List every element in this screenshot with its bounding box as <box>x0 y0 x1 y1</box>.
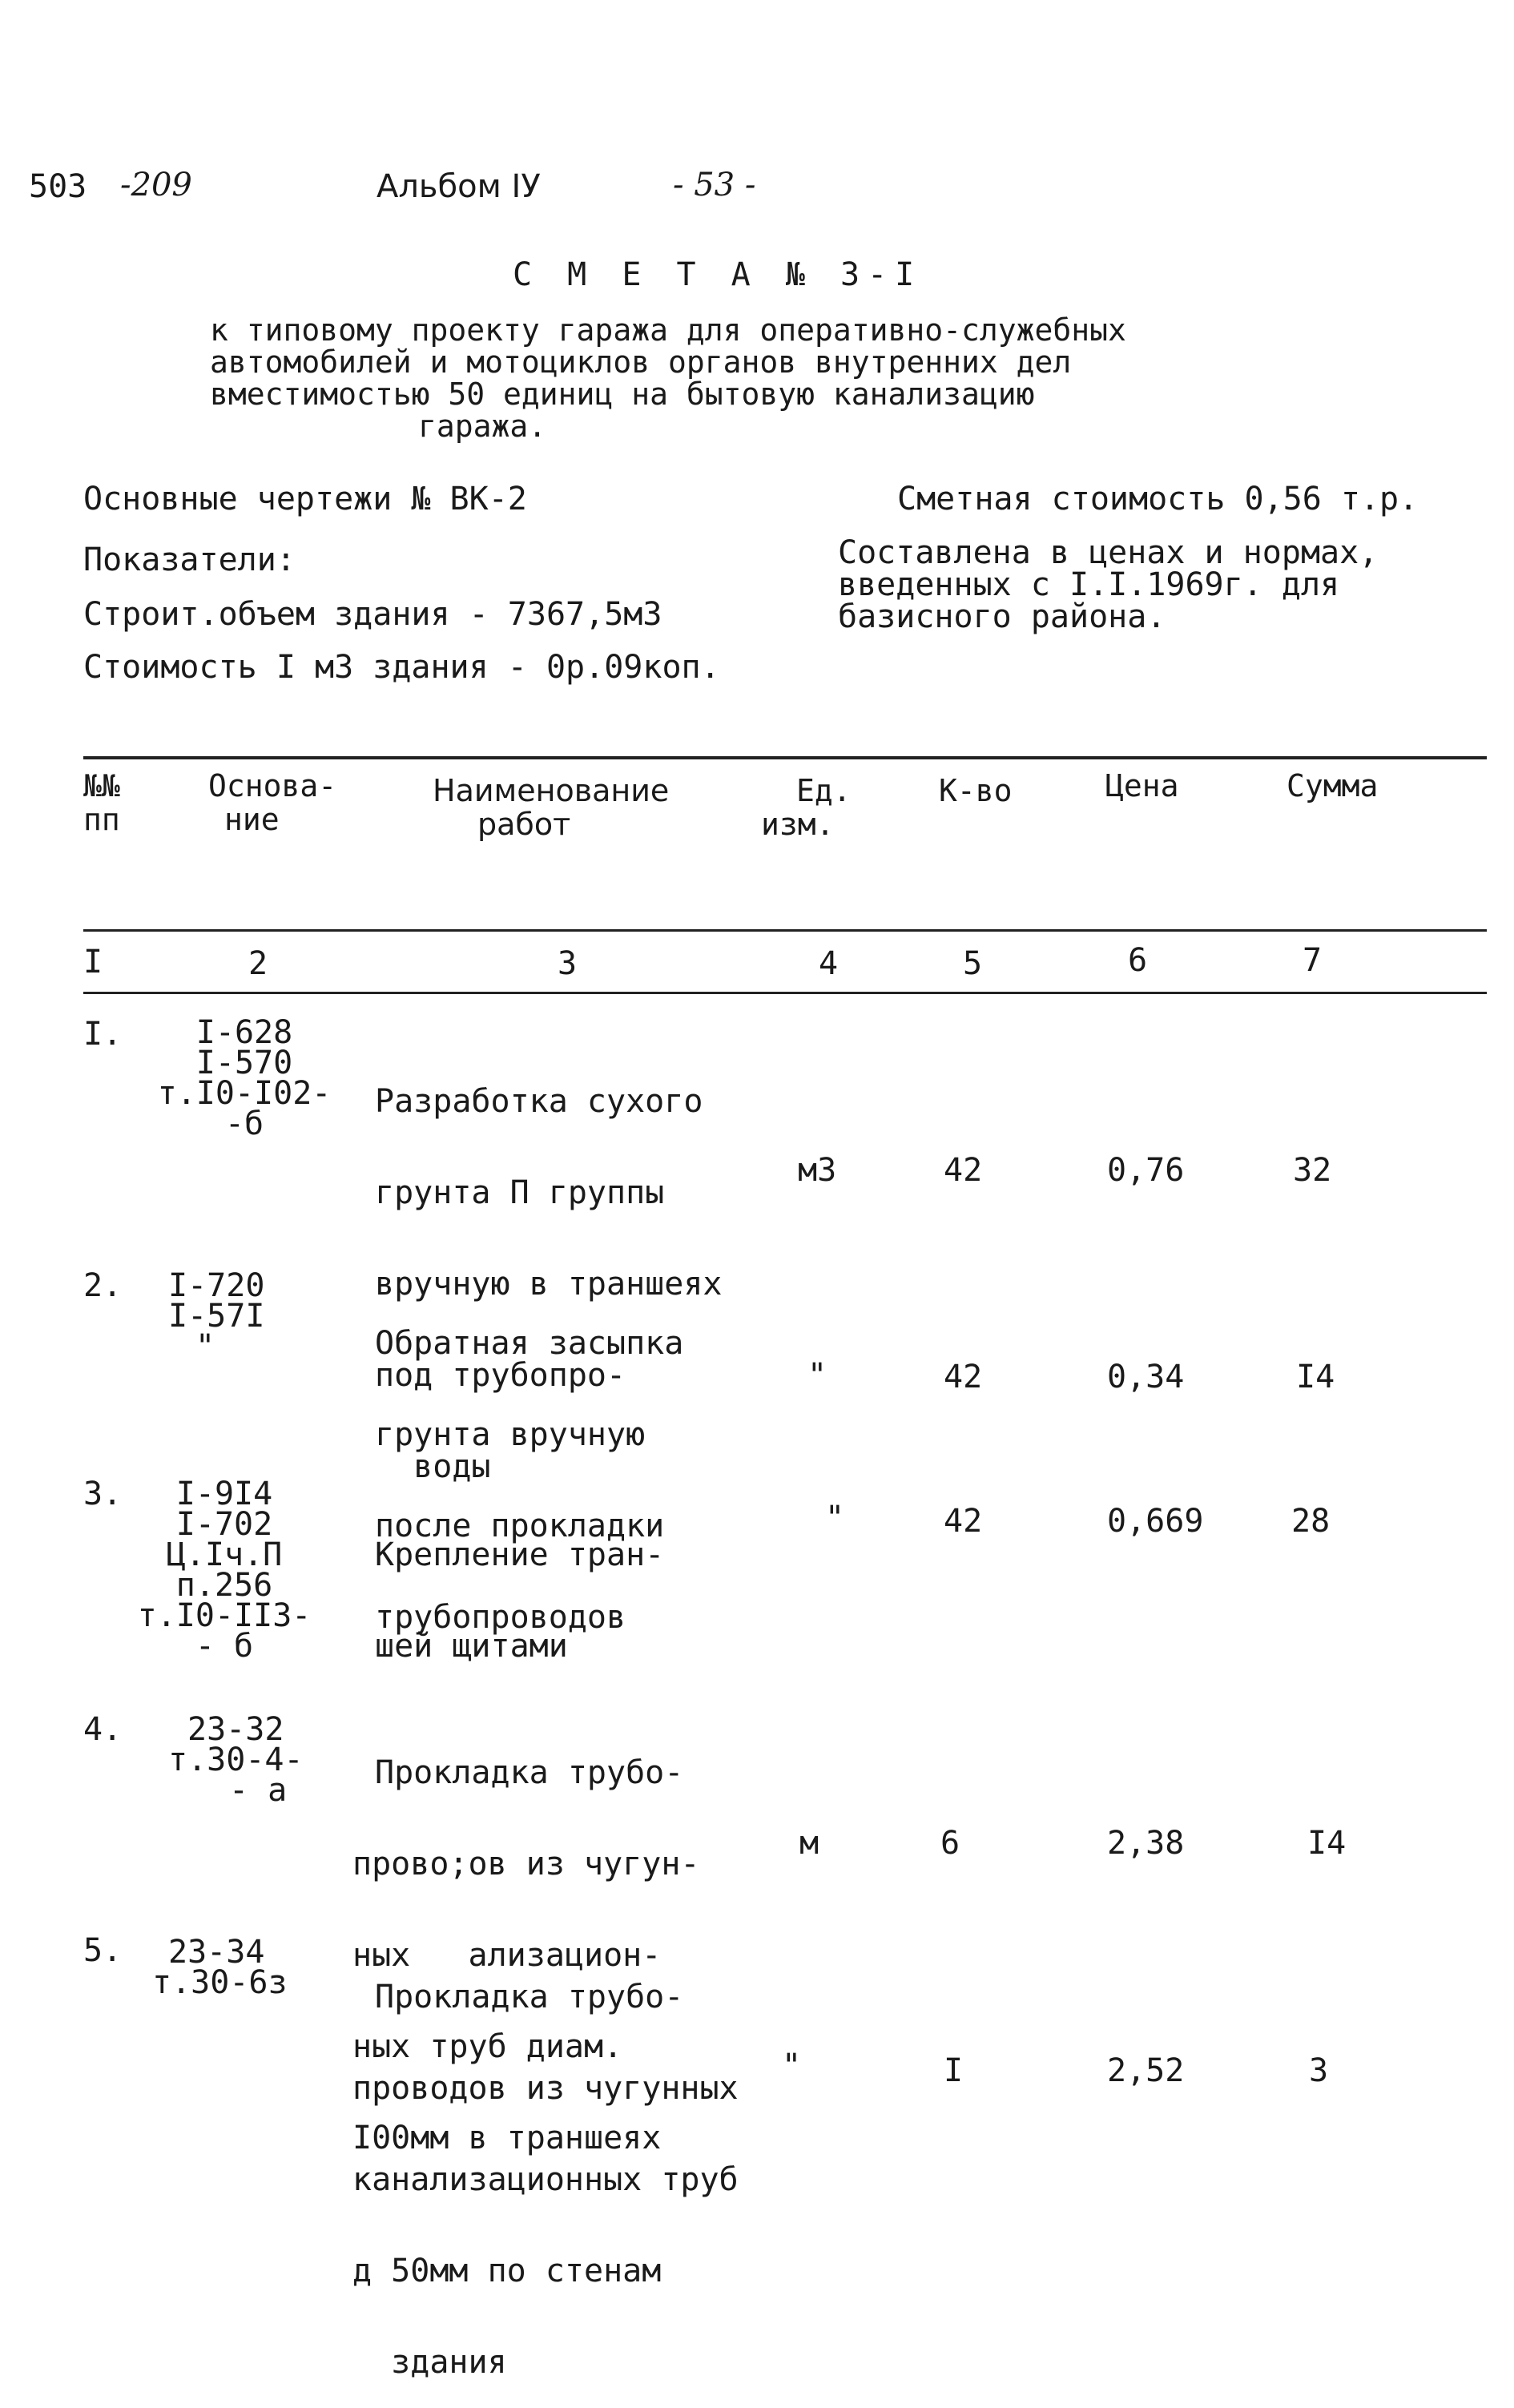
name-line: шей щитами <box>375 1628 568 1665</box>
building-volume: Строит.объем здания - 7367,5м3 <box>83 596 662 633</box>
row-4-price: 2,38 <box>1107 1825 1185 1862</box>
name-line: грунта П группы <box>375 1174 665 1211</box>
name-line: проводов из чугунных <box>352 2070 739 2107</box>
basis-line: 23-34 <box>168 1934 265 1971</box>
basis-line: п.256 <box>175 1567 273 1604</box>
subtitle-line: вместимостью 50 единиц на бытовую канализацию <box>210 377 1035 412</box>
header-quantity: К-во <box>939 773 1013 808</box>
row-5-unit: " <box>782 2048 802 2084</box>
row-3-price: 0,669 <box>1107 1503 1204 1540</box>
row-5-quantity: I <box>944 2052 964 2089</box>
row-4-number: 4. <box>83 1711 123 1748</box>
header-line: работ <box>477 807 571 842</box>
basis-line: - б <box>195 1628 254 1665</box>
estimated-cost: Сметная стоимость 0,56 т.р. <box>897 481 1419 517</box>
row-3-unit: " <box>825 1500 845 1536</box>
colnum-4: 4 <box>819 945 839 982</box>
name-line: канализационных труб <box>352 2161 739 2198</box>
row-5-work-name <box>352 1921 739 2408</box>
basis-line: I-57I <box>168 1298 265 1335</box>
basis-line: I-628 <box>195 1014 293 1051</box>
row-1-unit: м3 <box>798 1152 837 1189</box>
header-price: Цена <box>1105 768 1179 803</box>
row-1-sum: 32 <box>1293 1152 1332 1189</box>
basis-line: I-720 <box>168 1267 265 1304</box>
header-work-name <box>433 774 669 841</box>
colnum-2: 2 <box>248 945 268 982</box>
row-3-basis <box>120 1476 328 1665</box>
document-title: С М Е Т А № 3-I <box>513 256 923 293</box>
name-line: после прокладки <box>375 1508 665 1544</box>
colnum-7: 7 <box>1303 942 1323 979</box>
basis-line: I-9I4 <box>175 1476 273 1512</box>
header-sum: Сумма <box>1286 768 1379 803</box>
basis-line: -б <box>224 1105 264 1142</box>
name-line: Обратная засыпка <box>375 1325 684 1362</box>
row-2-unit: " <box>807 1357 827 1394</box>
table-top-rule <box>83 756 1487 759</box>
prices-note <box>838 534 1379 635</box>
row-4-basis <box>168 1711 304 1809</box>
row-5-basis <box>152 1934 288 2001</box>
basis-line: т.30-6з <box>152 1964 288 2001</box>
header-line: Основа- <box>208 768 337 803</box>
name-line: ных ализацион- <box>352 1937 662 1974</box>
basis-line: т.I0-II3- <box>137 1597 312 1634</box>
row-3-number: 3. <box>83 1476 123 1512</box>
header-number <box>83 769 120 836</box>
row-4-quantity: 6 <box>940 1825 960 1862</box>
subtitle-line: к типовому проекту гаража для оперативно-служебных <box>210 312 1126 348</box>
name-line: Прокладка трубо- <box>375 1754 684 1791</box>
subtitle-line: гаража. <box>418 409 547 444</box>
prices-note-line: Составлена в ценах и нормах, <box>838 534 1379 571</box>
colnum-1: I <box>83 944 103 981</box>
name-line: Разработка сухого <box>375 1083 703 1120</box>
basis-line: т.30-4- <box>168 1742 304 1778</box>
row-2-sum: I4 <box>1296 1359 1335 1395</box>
header-basis <box>208 769 336 836</box>
row-5-price: 2,52 <box>1107 2052 1185 2089</box>
colnum-6: 6 <box>1128 942 1148 979</box>
name-line: трубопроводов <box>375 1599 626 1636</box>
header-unit <box>761 774 852 841</box>
sheet-number: 503 <box>29 168 87 205</box>
name-line: под трубопро- <box>375 1357 626 1394</box>
indicators-label: Показатели: <box>83 542 296 578</box>
basis-line: Ц.Iч.П <box>166 1536 283 1573</box>
basis-line: " <box>195 1328 215 1365</box>
basis-line: - а <box>229 1772 288 1809</box>
name-line: здания <box>352 2344 507 2381</box>
row-1-basis <box>152 1014 336 1142</box>
row-2-basis <box>168 1267 265 1365</box>
row-1-quantity: 42 <box>944 1152 983 1189</box>
row-4-sum: I4 <box>1307 1825 1347 1862</box>
basis-line: т.I0-I02- <box>157 1075 332 1112</box>
basis-line: I-570 <box>195 1045 293 1081</box>
subtitle-line: автомобилей и мотоциклов органов внутренних дел <box>210 344 1072 380</box>
prices-note-line: базисного района. <box>838 598 1166 635</box>
sheet-number-handwritten: -209 <box>120 167 192 203</box>
name-line: воды <box>375 1448 491 1485</box>
row-2-price: 0,34 <box>1107 1359 1185 1395</box>
row-5-sum: 3 <box>1309 2052 1329 2089</box>
unit-cost: Стоимость I м3 здания - 0р.09коп. <box>83 649 720 686</box>
basis-line: 23-32 <box>187 1711 284 1748</box>
name-line: вручную в траншеях <box>375 1266 723 1303</box>
name-line: грунта вручную <box>375 1416 646 1453</box>
row-3-work-name <box>375 1479 664 1692</box>
header-line: Наименование <box>433 773 670 808</box>
drawings-reference: Основные чертежи № ВК-2 <box>83 481 527 517</box>
name-line: д 50мм по стенам <box>352 2253 662 2289</box>
colnum-5: 5 <box>963 945 983 982</box>
name-line: I00мм в траншеях <box>352 2120 662 2156</box>
basis-line: I-702 <box>175 1506 273 1543</box>
row-2-quantity: 42 <box>944 1359 983 1395</box>
album-label: Альбом IУ <box>376 168 541 205</box>
header-line: изм. <box>761 807 835 842</box>
row-3-quantity: 42 <box>944 1503 983 1540</box>
name-line: Крепление тран- <box>375 1536 665 1573</box>
row-2-number: 2. <box>83 1267 123 1304</box>
name-line: Прокладка трубо- <box>375 1979 684 2015</box>
row-5-number: 5. <box>83 1932 123 1969</box>
name-line: ных труб диам. <box>352 2028 623 2065</box>
name-line: прово;ов из чугун- <box>352 1846 700 1883</box>
document-subtitle <box>210 314 1126 442</box>
header-line: пп <box>83 802 120 837</box>
table-colnum-rule <box>83 992 1487 994</box>
prices-note-line: введенных с I.I.1969г. для <box>838 566 1340 603</box>
colnum-3: 3 <box>558 945 578 982</box>
header-line: Ед. <box>796 773 852 808</box>
row-3-sum: 28 <box>1291 1503 1331 1540</box>
header-line: №№ <box>83 768 120 803</box>
page-number: - 53 - <box>673 167 756 203</box>
table-header-rule <box>83 929 1487 932</box>
row-1-number: I. <box>83 1016 123 1053</box>
row-1-price: 0,76 <box>1107 1152 1185 1189</box>
row-4-unit: м <box>799 1825 819 1862</box>
header-line: ние <box>224 802 280 837</box>
